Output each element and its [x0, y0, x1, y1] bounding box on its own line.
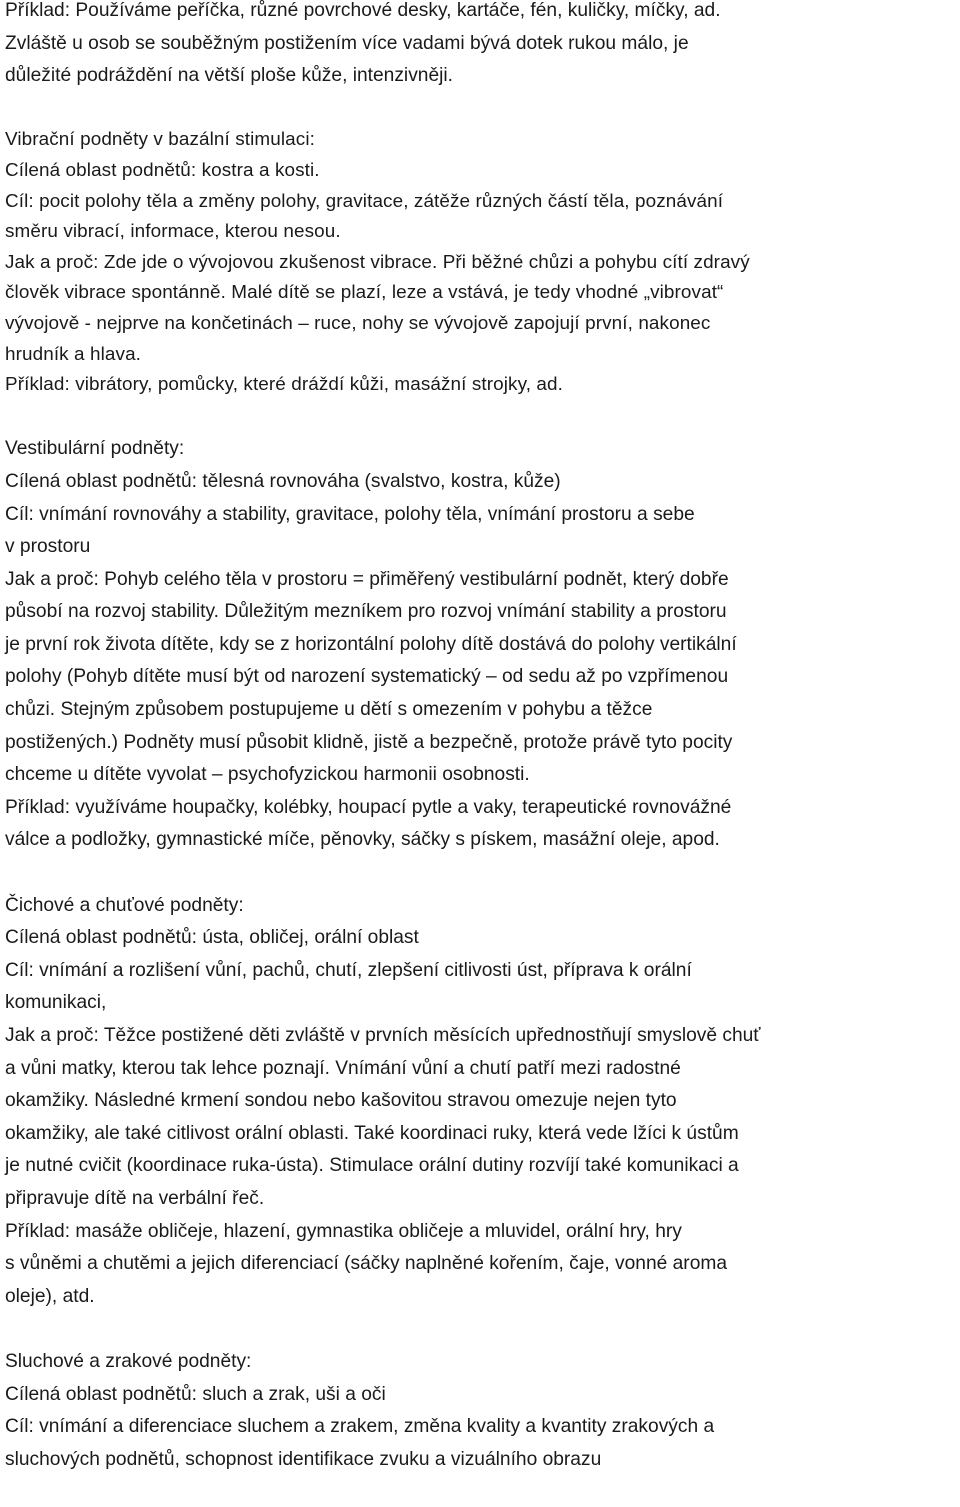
text-line: Cíl: pocit polohy těla a změny polohy, gravitace, zátěže různých částí těla, poznávání	[5, 190, 724, 212]
text-line: Příklad: masáže obličeje, hlazení, gymnastika obličeje a mluvidel, orální hry, hry	[5, 1220, 682, 1242]
text-line: chůzi. Stejným způsobem postupujeme u dětí s omezením v pohybu a těžce	[5, 699, 653, 721]
text-line: okamžiky. Následné krmení sondou nebo kašovitou stravou omezuje nejen tyto	[5, 1090, 677, 1112]
text-line: působí na rozvoj stability. Důležitým mezníkem pro rozvoj vnímání stability a prostoru	[5, 601, 727, 623]
text-line: komunikaci,	[5, 992, 107, 1014]
section-vestibular	[5, 433, 960, 857]
text-line: v prostoru	[5, 536, 91, 558]
section-heading: Vestibulární podněty:	[5, 438, 185, 460]
paragraph-gap	[5, 857, 960, 890]
text-line: je první rok života dítěte, kdy se z horizontální polohy dítě dostává do polohy vertikální	[5, 633, 737, 655]
text-line: Jak a proč: Pohyb celého těla v prostoru = přiměřený vestibulární podnět, který dobře	[5, 568, 729, 590]
text-line: člověk vibrace spontánně. Malé dítě se plazí, leze a vstává, je tedy vhodné „vibrovat“	[5, 282, 724, 304]
paragraph-gap	[5, 1313, 960, 1346]
text-line: Cílená oblast podnětů: ústa, obličej, orální oblast	[5, 927, 419, 949]
text-line: důležité podráždění na větší ploše kůže, intenzivněji.	[5, 65, 453, 87]
text-line: s vůněmi a chutěmi a jejich diferenciací (sáčky naplněné kořením, čaje, vonné aroma	[5, 1253, 728, 1275]
section-heading: Sluchové a zrakové podněty:	[5, 1350, 252, 1372]
text-line: vývojově - nejprve na končetinách – ruce, nohy se vývojově zapojují první, nakonec	[5, 312, 711, 334]
text-line: polohy (Pohyb dítěte musí být od narození systematický – od sedu až po vzpřímenou	[5, 666, 729, 688]
section-vibration	[5, 125, 960, 400]
text-line: okamžiky, ale také citlivost orální oblasti. Také koordinaci ruky, která vede lžíci k ústům	[5, 1122, 739, 1144]
text-line: oleje), atd.	[5, 1285, 95, 1307]
text-line: připravuje dítě na verbální řeč.	[5, 1187, 265, 1209]
section-intro-example	[5, 0, 960, 93]
text-line: hrudník a hlava.	[5, 343, 142, 365]
section-heading: Vibrační podněty v bazální stimulaci:	[5, 129, 315, 151]
section-heading: Čichové a chuťové podněty:	[5, 894, 244, 916]
text-line: postižených.) Podněty musí působit klidně, jistě a bezpečně, protože právě tyto pocity	[5, 731, 733, 753]
section-smell-taste	[5, 890, 960, 1314]
paragraph-gap	[5, 401, 960, 434]
text-line: je nutné cvičit (koordinace ruka-ústa). Stimulace orální dutiny rozvíjí také komunikaci a	[5, 1155, 739, 1177]
text-line: Příklad: vibrátory, pomůcky, které dráždí kůži, masážní strojky, ad.	[5, 374, 563, 396]
text-line: směru vibrací, informace, kterou nesou.	[5, 221, 341, 243]
text-line: Cílená oblast podnětů: tělesná rovnováha (svalstvo, kostra, kůže)	[5, 470, 561, 492]
text-line: Příklad: Používáme peříčka, různé povrchové desky, kartáče, fén, kuličky, míčky, ad.	[5, 0, 721, 21]
section-hearing-sight	[5, 1346, 960, 1476]
text-line: Cíl: vnímání rovnováhy a stability, gravitace, polohy těla, vnímání prostoru a sebe	[5, 503, 695, 525]
text-line: sluchových podnětů, schopnost identifikace zvuku a vizuálního obrazu	[5, 1448, 602, 1470]
text-line: válce a podložky, gymnastické míče, pěnovky, sáčky s pískem, masážní oleje, apod.	[5, 829, 720, 851]
text-line: Cíl: vnímání a diferenciace sluchem a zrakem, změna kvality a kvantity zrakových a	[5, 1416, 715, 1438]
text-line: Cílená oblast podnětů: kostra a kosti.	[5, 159, 320, 181]
text-line: Zvláště u osob se souběžným postižením více vadami bývá dotek rukou málo, je	[5, 32, 689, 54]
text-line: chceme u dítěte vyvolat – psychofyzickou harmonii osobnosti.	[5, 764, 530, 786]
text-line: Jak a proč: Těžce postižené děti zvláště v prvních měsících upřednostňují smyslově chuť	[5, 1025, 761, 1046]
paragraph-gap	[5, 93, 960, 126]
text-line: a vůni matky, kterou tak lehce poznají. Vnímání vůní a chutí patří mezi radostné	[5, 1057, 681, 1079]
text-line: Cíl: vnímání a rozlišení vůní, pachů, chutí, zlepšení citlivosti úst, příprava k orální	[5, 959, 692, 981]
text-line: Jak a proč: Zde jde o vývojovou zkušenost vibrace. Při běžné chůzi a pohybu cítí zdravý	[5, 251, 750, 273]
text-line: Příklad: využíváme houpačky, kolébky, houpací pytle a vaky, terapeutické rovnovážné	[5, 796, 732, 818]
text-line: Cílená oblast podnětů: sluch a zrak, uši a oči	[5, 1383, 386, 1405]
